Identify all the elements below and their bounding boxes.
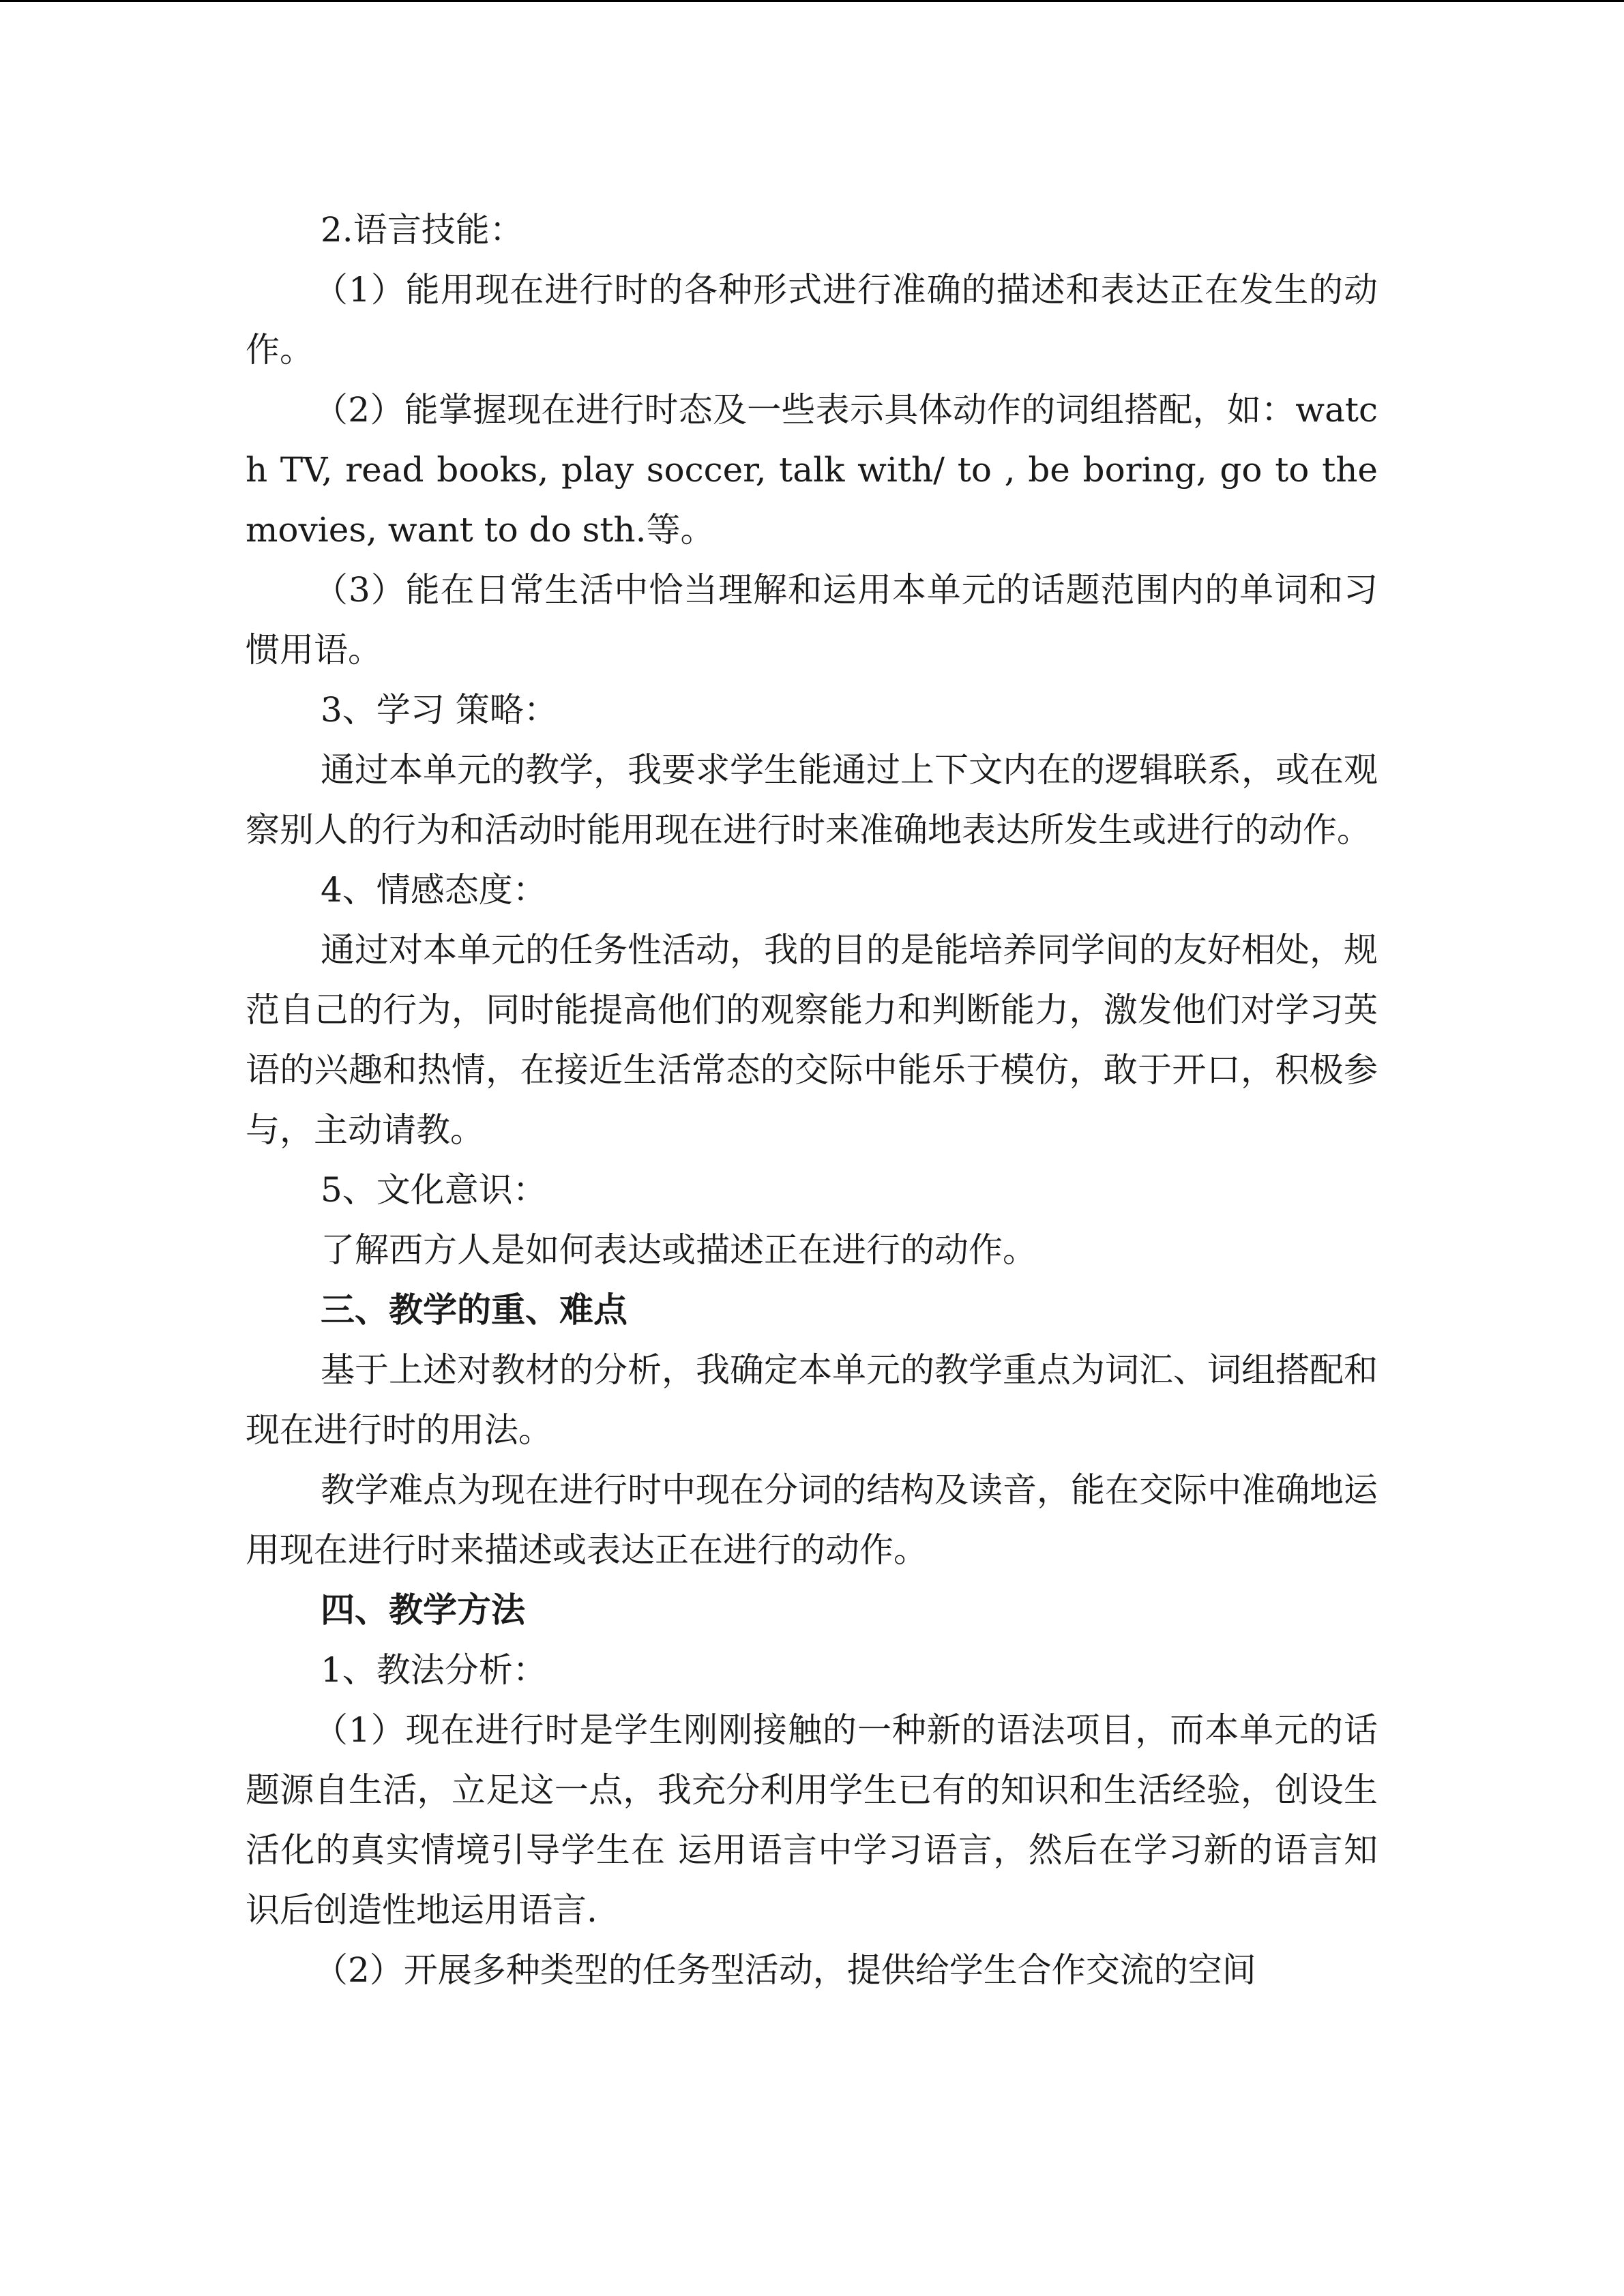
paragraph-method-1: （1）现在进行时是学生刚刚接触的一种新的语法项目，而本单元的话题源自生活，立足这一点，我充分利用学生已有的知识和生活经验，创设生活化的真实情境引导学生在 运用语言中学习语言，然后在学习新的语言知识后创造性地运用语言.	[246, 1710, 1378, 1930]
section-heading-methods: 四、教学方法	[321, 1590, 525, 1630]
section-item-culture: 5、文化意识：	[321, 1170, 547, 1210]
section-item-learning-strategy: 3、学习 策略：	[321, 690, 558, 730]
document-page	[246, 200, 1378, 2000]
paragraph-attitude: 通过对本单元的任务性活动，我的目的是能培养同学间的友好相处，规范自己的行为，同时能提高他们的观察能力和判断能力，激发他们对学习英语的兴趣和热情，在接近生活常态的交际中能乐于模仿，敢于开口，积极参与，主动请教。	[246, 930, 1378, 1150]
section-heading-key-points: 三、教学的重、难点	[321, 1289, 628, 1330]
section-item-attitude: 4、情感态度：	[321, 870, 547, 910]
paragraph-difficult-points: 教学难点为现在进行时中现在分词的结构及读音，能在交际中准确地运用现在进行时来描述或表达正在进行的动作。	[246, 1470, 1378, 1570]
paragraph-key-points: 基于上述对教材的分析，我确定本单元的教学重点为词汇、词组搭配和现在进行时的用法。	[246, 1350, 1378, 1450]
paragraph-learning-strategy: 通过本单元的教学，我要求学生能通过上下文内在的逻辑联系，或在观察别人的行为和活动时能用现在进行时来准确地表达所发生或进行的动作。	[246, 750, 1378, 850]
paragraph-skill-2: （2）能掌握现在进行时态及一些表示具体动作的词组搭配，如：watch TV, read books, play soccer, talk with/ to , be boring, go to the movies, want to do sth.等。	[246, 390, 1378, 550]
section-item-method-analysis: 1、教法分析：	[321, 1650, 547, 1690]
paragraph-skill-3: （3）能在日常生活中恰当理解和运用本单元的话题范围内的单词和习惯用语。	[246, 570, 1378, 670]
section-item-language-skills: 2.语言技能：	[321, 210, 524, 250]
paragraph-skill-1: （1）能用现在进行时的各种形式进行准确的描述和表达正在发生的动作。	[246, 270, 1378, 370]
paragraph-culture: 了解西方人是如何表达或描述正在进行的动作。	[321, 1230, 1037, 1270]
paragraph-method-2: （2）开展多种类型的任务型活动，提供给学生合作交流的空间	[314, 1950, 1256, 1990]
